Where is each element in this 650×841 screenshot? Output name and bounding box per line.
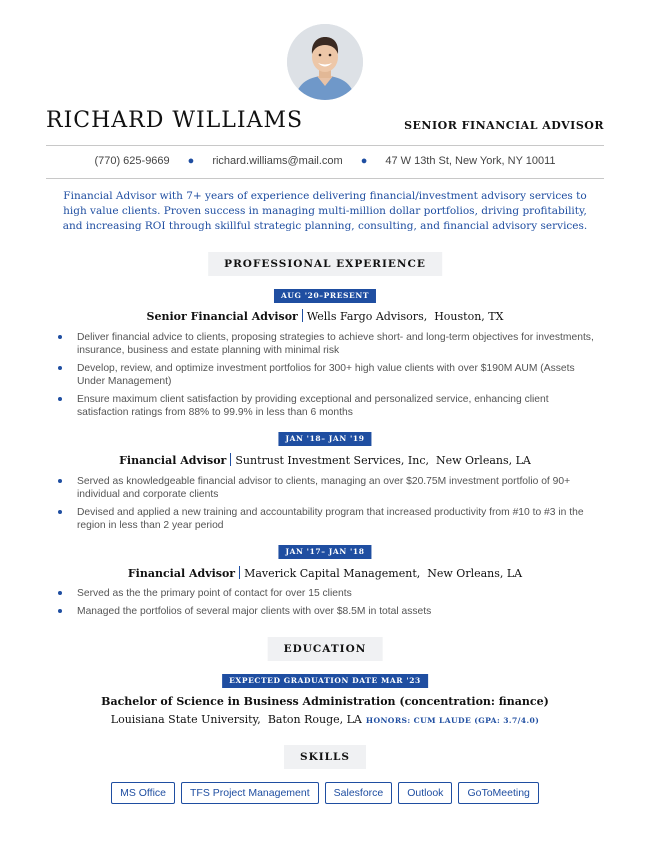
bullet-dot-icon: ● — [187, 155, 195, 167]
skill-tag: MS Office — [111, 782, 175, 804]
candidate-name: RICHARD WILLIAMS — [46, 108, 304, 133]
job-bullet: Served as knowledgeable financial advisor to clients, managing an over $20.75M investment portfolio of 90+ individual and corporate clients — [56, 475, 596, 501]
job-location: New Orleans, LA — [427, 567, 523, 580]
job-dates-badge: JAN '18– JAN '19 — [278, 432, 371, 446]
education-dates-badge: EXPECTED GRADUATION DATE MAR '23 — [222, 674, 428, 688]
job-heading — [0, 309, 650, 323]
job-bullet: Develop, review, and optimize investment portfolios for 300+ high value clients with over $190M AUM (Assets Under Management) — [56, 362, 596, 388]
skill-tag: Salesforce — [325, 782, 393, 804]
skill-tag: Outlook — [398, 782, 452, 804]
job-bullet: Devised and applied a new training and accountability program that increased productivity from #10 to #3 in the region in less than 2 year period — [56, 506, 596, 532]
job-title: Financial Advisor — [119, 454, 227, 467]
separator — [302, 309, 303, 322]
candidate-title: SENIOR FINANCIAL ADVISOR — [404, 119, 604, 132]
job-dates-badge: AUG '20–PRESENT — [274, 289, 376, 303]
section-header-skills: SKILLS — [284, 745, 366, 769]
phone-text: (770) 625-9669 — [94, 155, 170, 167]
job-company: Maverick Capital Management, — [244, 567, 421, 580]
divider-bottom — [46, 178, 604, 179]
job-dates-badge: JAN '17– JAN '18 — [278, 545, 371, 559]
job-location: Houston, TX — [434, 310, 504, 323]
honors-text: HONORS: CUM LAUDE (GPA: 3.7/4.0) — [365, 716, 540, 725]
profile-photo — [287, 24, 363, 100]
job-bullet: Deliver financial advice to clients, proposing strategies to achieve short- and long-term objectives for investments, insurance, business and estate planning with minimal risk — [56, 331, 596, 357]
contact-line — [0, 155, 650, 167]
avatar — [287, 24, 363, 100]
email-text: richard.williams@mail.com — [212, 155, 343, 167]
school-location: Baton Rouge, LA — [267, 713, 362, 726]
separator — [239, 566, 240, 579]
skills-list — [0, 782, 650, 804]
job-bullet: Served as the the primary point of contact for over 15 clients — [56, 587, 596, 600]
degree-title: Bachelor of Science in Business Administration (concentration: finance) — [101, 695, 549, 708]
job-title: Financial Advisor — [127, 567, 236, 580]
job-company: Wells Fargo Advisors, — [306, 310, 428, 323]
job-bullets — [56, 587, 596, 623]
school-name: Louisiana State University, — [110, 713, 261, 726]
job-heading — [0, 453, 650, 467]
section-header-education: EDUCATION — [268, 637, 383, 661]
skill-tag: GoToMeeting — [458, 782, 538, 804]
job-location: New Orleans, LA — [435, 454, 531, 467]
section-header-experience: PROFESSIONAL EXPERIENCE — [208, 252, 442, 276]
job-bullets — [56, 475, 596, 537]
job-company: Suntrust Investment Services, Inc, — [235, 454, 429, 467]
job-bullet: Ensure maximum client satisfaction by providing exceptional and personalized service, enhancing client satisfaction ratings from 88% to 99.9% in less than 6 months — [56, 393, 596, 419]
school-line — [0, 713, 650, 726]
job-title: Senior Financial Advisor — [146, 310, 298, 323]
address-text: 47 W 13th St, New York, NY 10011 — [385, 155, 556, 167]
job-bullets — [56, 331, 596, 424]
job-heading — [0, 566, 650, 580]
skill-tag: TFS Project Management — [181, 782, 319, 804]
divider-top — [46, 145, 604, 146]
bullet-dot-icon: ● — [360, 155, 368, 167]
separator — [230, 453, 231, 466]
summary-text: Financial Advisor with 7+ years of experience delivering financial/investment advisory services to high value clients. Proven success in managing multi-million dollar portfolios, driving profitability, and increasing ROI through skillful strategic planning, consulting, and financial advisory services. — [62, 190, 588, 232]
job-bullet: Managed the portfolios of several major clients with over $8.5M in total assets — [56, 605, 596, 618]
